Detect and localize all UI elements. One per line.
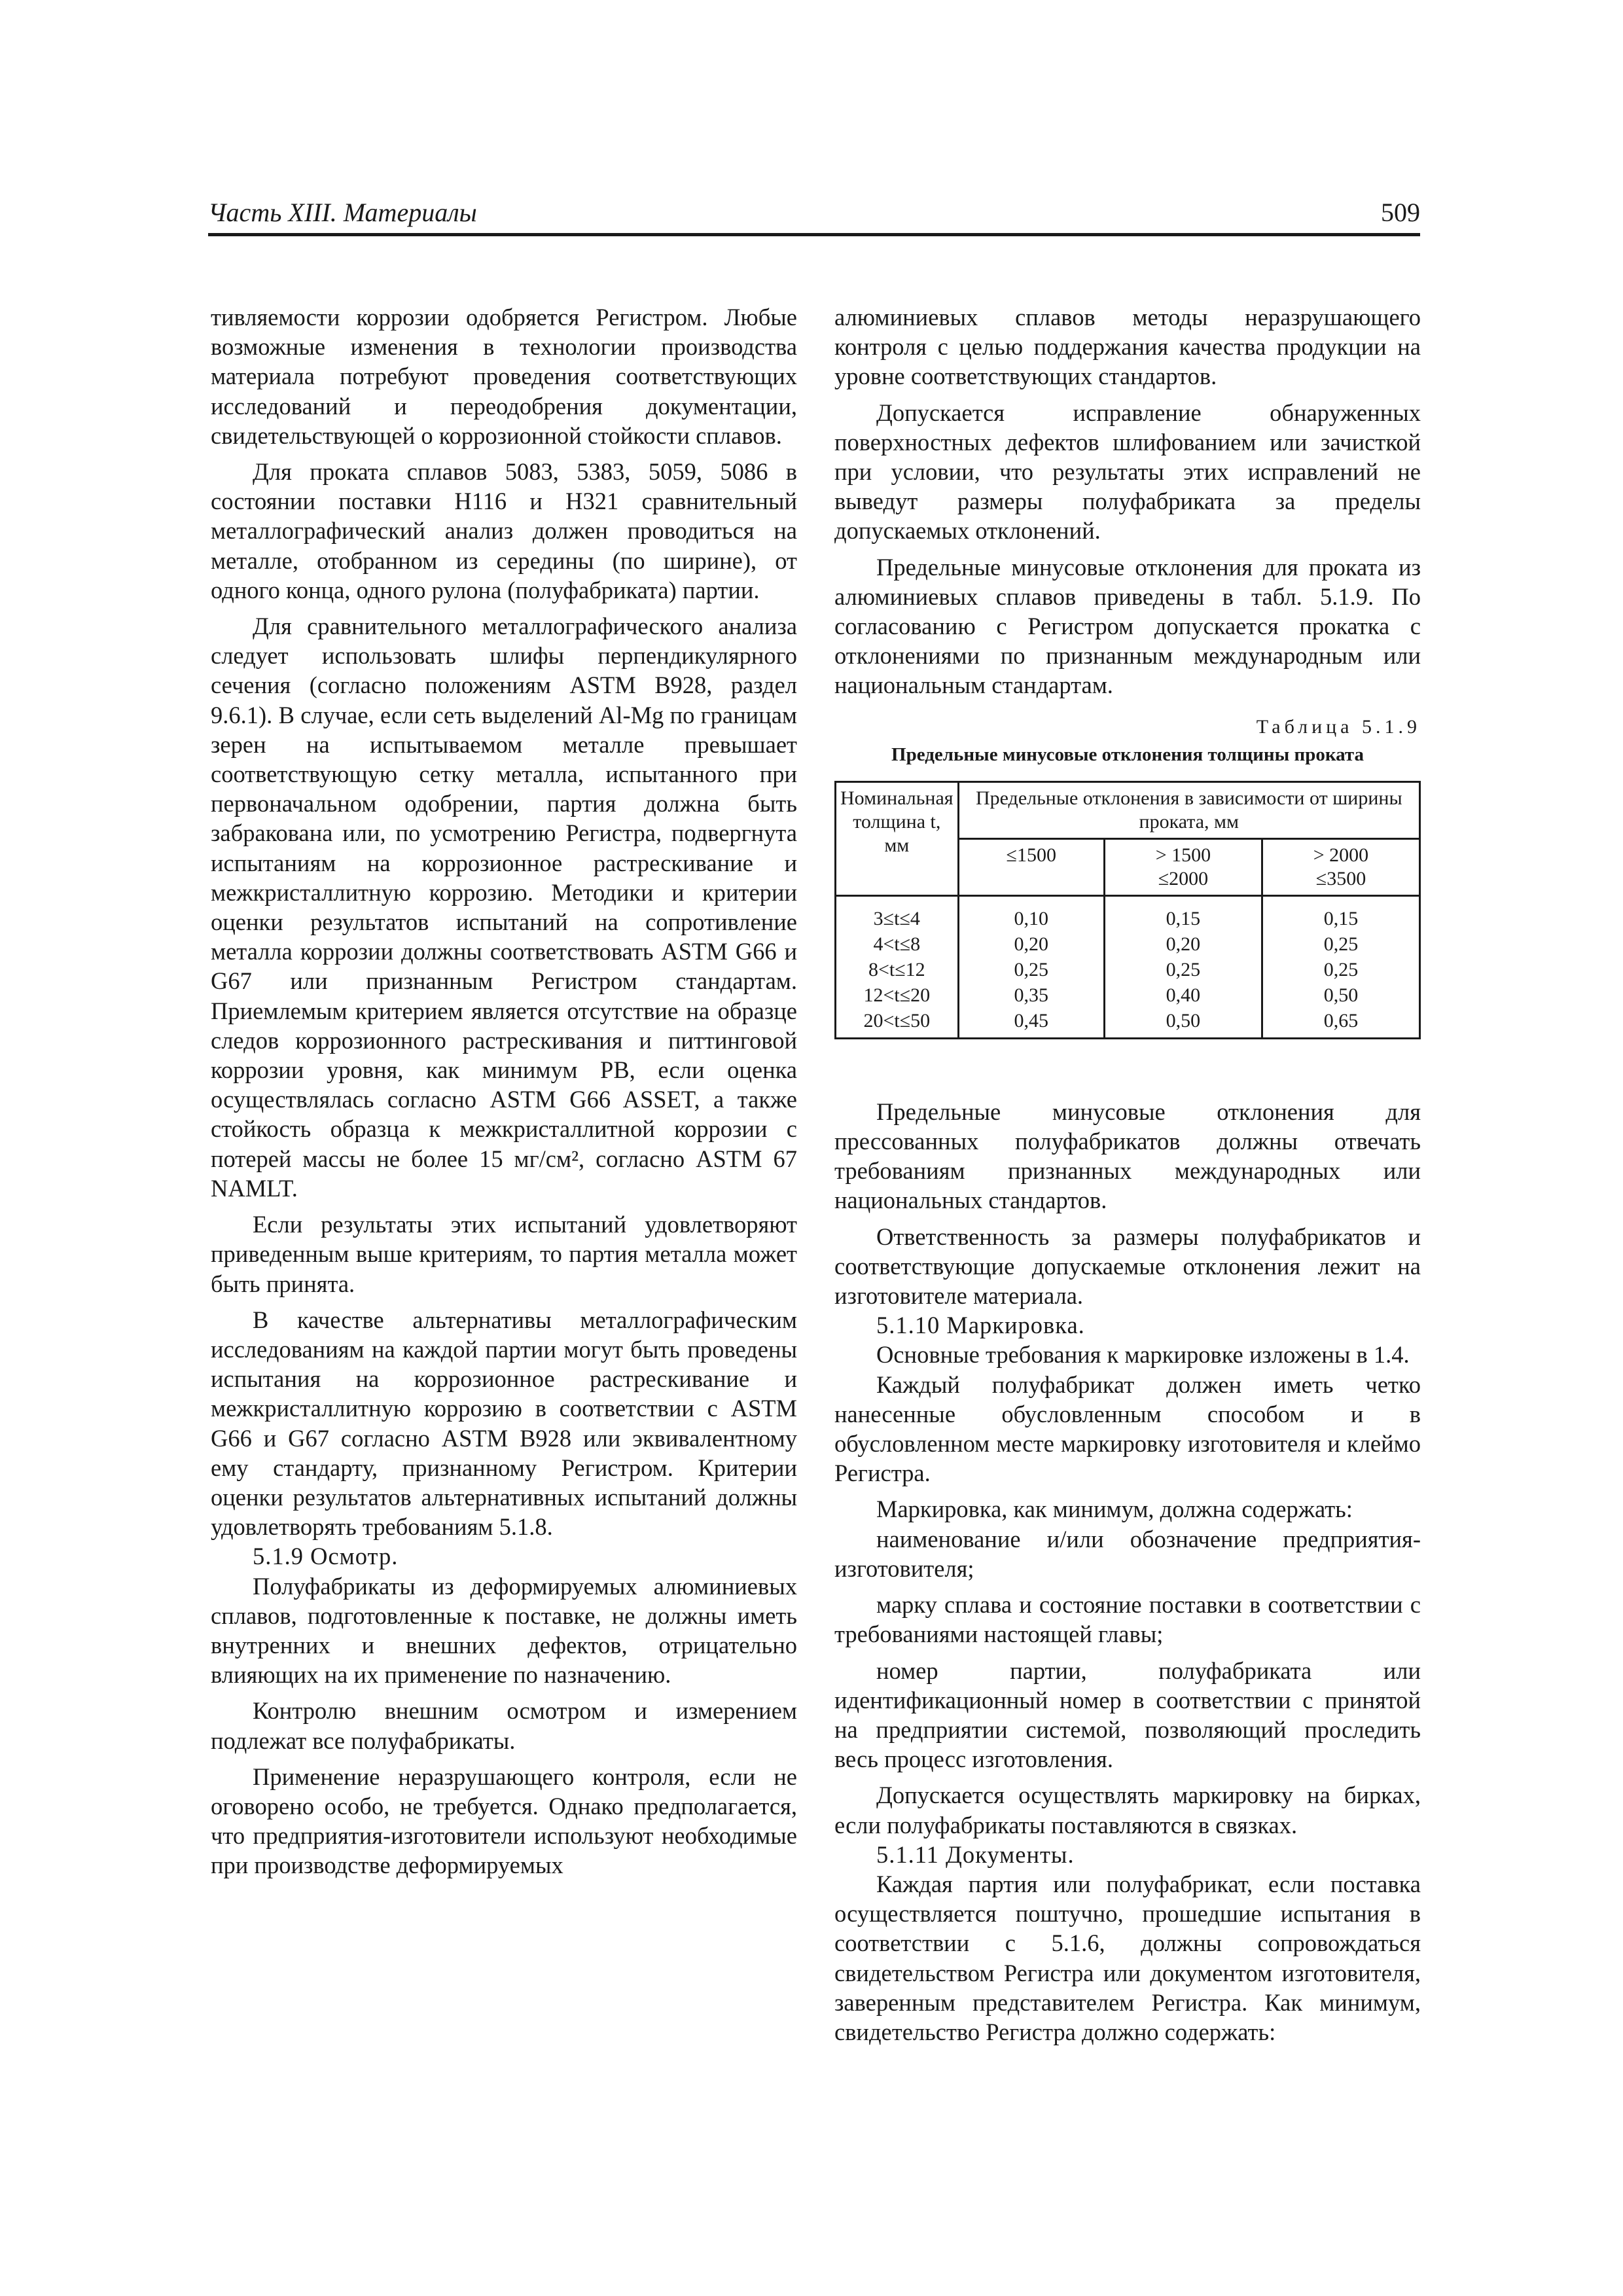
paragraph: Предельные минусовые отклонения для прессованных полуфабрикатов должны отвечать требованиям признанных международных или национальных стандартов. xyxy=(834,1098,1421,1214)
paragraph: Основные требования к маркировке изложены в 1.4. xyxy=(876,1341,1410,1369)
list-item: номер партии, полуфабриката или идентификационный номер в соответствии с принятой на предприятии системой, позволяющий проследить весь процесс изготовления. xyxy=(834,1657,1421,1773)
header-width-2000-line2: ≤2000 xyxy=(1158,867,1209,889)
table-cell: 0,45 xyxy=(1014,1009,1048,1031)
table-cell: 0,40 xyxy=(1166,984,1201,1006)
left-column xyxy=(211,302,797,1880)
paragraph: Допускается исправление обнаруженных поверхностных дефектов шлифованием или зачисткой при условии, что результаты этих исправлений не выведут размеры полуфабриката за пределы допускаемых отклонений. xyxy=(834,399,1421,545)
paragraph: Для проката сплавов 5083, 5383, 5059, 5086 в состоянии поставки H116 и H321 сравнительный металлографический анализ должен проводиться на металле, отобранном из середины (по ширине), от одного конца, одного рулона (полуфабриката) партии. xyxy=(211,458,797,603)
paragraph: Маркировка, как минимум, должна содержать: xyxy=(876,1496,1353,1523)
paragraph: Допускается осуществлять маркировку на бирках, если полуфабрикаты поставляются в связках. xyxy=(834,1782,1421,1839)
table-cell: 12<t≤20 xyxy=(863,984,931,1006)
paragraph: Для сравнительного металлографического анализа следует использовать шлифы перпендикулярного сечения (согласно положениям ASTM B928, раздел 9.6.1). В случае, если сеть выделений Al-Mg по границам зерен на испытываемом металле превышает соответствующую сетку металла, испытанного при первоначальном одобрении, партия должна быть забракована или, по усмотрению Регистра, подвергнута испытаниям на коррозионное растрескивание и межкристаллитную коррозию. Методики и критерии оценки результатов испытаний на сопротивление металла коррозии должны соответствовать ASTM G66 и G67 или признанным Регистром стандартам. Приемлемым критерием является отсутствие на образце следов коррозионного растрескивания и питтинговой коррозии уровня, как минимум PB, если оценка осуществлялась согласно ASTM G66 ASSET, а также стойкость образца к межкристаллитной коррозии с потерей массы не более 15 мг/см², согласно ASTM 67 NAMLT. xyxy=(211,613,797,1202)
width-3500-column xyxy=(1262,895,1419,1038)
deviation-table xyxy=(834,781,1421,1039)
header-width-1500: ≤1500 xyxy=(958,838,1104,895)
table-cell: 8<t≤12 xyxy=(868,958,925,980)
paragraph: Применение неразрушающего контроля, если не оговорено особо, не требуется. Однако предполагается, что предприятия-изготовители используют необходимые при производстве деформируемых xyxy=(211,1763,797,1879)
paragraph: Если результаты этих испытаний удовлетворяют приведенным выше критериям, то партия металла может быть принята. xyxy=(211,1211,797,1297)
table-cell: 0,15 xyxy=(1166,907,1201,929)
header-width-2000-line1: > 1500 xyxy=(1155,844,1211,866)
list-item: марку сплава и состояние поставки в соответствии с требованиями настоящей главы; xyxy=(834,1591,1421,1648)
header-deviation-group: Предельные отклонения в зависимости от ширины проката, мм xyxy=(958,781,1419,838)
paragraph: В качестве альтернативы металлографическим исследованиям на каждой партии могут быть проведены испытания на коррозионное растрескивание и межкристаллитную коррозию в соответствии с ASTM G66 и G67 согласно ASTM B928 или эквивалентному ему стандарту, признанному Регистром. Критерии оценки результатов альтернативных испытаний должны удовлетворять требованиям 5.1.8. xyxy=(211,1306,797,1541)
table-cell: 0,25 xyxy=(1014,958,1048,980)
table-cell: 0,10 xyxy=(1014,907,1048,929)
paragraph: Контролю внешним осмотром и измерением подлежат все полуфабрикаты. xyxy=(211,1697,797,1754)
table-cell: 0,15 xyxy=(1323,907,1359,929)
table-cell: 0,50 xyxy=(1323,984,1359,1006)
section-heading-5-1-11: 5.1.11 Документы. xyxy=(876,1840,1075,1868)
spacer xyxy=(834,1039,1421,1097)
table-title: Предельные минусовые отклонения толщины проката xyxy=(891,744,1364,765)
page-number: 509 xyxy=(1381,198,1420,227)
paragraph: тивляемости коррозии одобряется Регистром. Любые возможные изменения в технологии производства материала потребуют проведения соответствующих исследований и переодобрения документации, свидетельствующей о коррозионной стойкости сплавов. xyxy=(211,304,797,449)
header-width-1500-2000 xyxy=(1104,838,1262,895)
table-cell: 3≤t≤4 xyxy=(873,907,920,929)
section-heading-5-1-9: 5.1.9 Осмотр. xyxy=(253,1543,399,1570)
header-width-3500-line1: > 2000 xyxy=(1313,844,1369,866)
header-width-2000-3500 xyxy=(1262,838,1419,895)
table-cell: 0,35 xyxy=(1014,984,1048,1006)
table-cell: 0,25 xyxy=(1323,933,1359,955)
running-header xyxy=(208,194,1420,236)
paragraph: Каждый полуфабрикат должен иметь четко нанесенные обусловленным способом и в обусловленном месте маркировку изготовителя и клеймо Регистра. xyxy=(834,1371,1421,1487)
table-cell: 0,25 xyxy=(1323,958,1359,980)
section-heading-5-1-10: 5.1.10 Маркировка. xyxy=(876,1312,1085,1339)
table-cell: 0,50 xyxy=(1166,1009,1201,1031)
paragraph: Ответственность за размеры полуфабрикатов и соответствующие допускаемые отклонения лежит на изготовителе материала. xyxy=(834,1223,1421,1310)
table-cell: 4<t≤8 xyxy=(873,933,921,955)
table-cell: 0,20 xyxy=(1014,933,1048,955)
table-number: Таблица 5.1.9 xyxy=(1256,715,1421,738)
header-width-3500-line2: ≤3500 xyxy=(1315,867,1366,889)
right-column xyxy=(834,302,1421,2047)
paragraph: алюминиевых сплавов методы неразрушающего контроля с целью поддержания качества продукции на уровне соответствующих стандартов. xyxy=(834,304,1421,390)
paragraph: Каждая партия или полуфабрикат, если поставка осуществляется поштучно, прошедшие испытания в соответствии с 5.1.6, должны сопровождаться свидетельством Регистра или документом изготовителя, заверенным представителем Регистра. Как минимум, свидетельство Регистра должно содержать: xyxy=(834,1870,1421,2045)
table-cell: 0,25 xyxy=(1166,958,1201,980)
width-1500-column xyxy=(958,895,1104,1038)
width-2000-column xyxy=(1104,895,1262,1038)
paragraph: Полуфабрикаты из деформируемых алюминиевых сплавов, подготовленные к поставке, не должны иметь внутренних и внешних дефектов, отрицательно влияющих на их применение по назначению. xyxy=(211,1572,797,1689)
list-item: наименование и/или обозначение предприятия-изготовителя; xyxy=(834,1525,1421,1582)
paragraph: Предельные минусовые отклонения для проката из алюминиевых сплавов приведены в табл. 5.1.9. По согласованию с Регистром допускается прокатка с отклонениями по признанным международным или национальным стандартам. xyxy=(834,553,1421,699)
table-cell: 0,20 xyxy=(1166,933,1201,955)
thickness-column xyxy=(836,895,959,1038)
table-cell: 20<t≤50 xyxy=(863,1009,931,1031)
header-thickness: Номинальная толщина t, мм xyxy=(836,781,959,895)
table-cell: 0,65 xyxy=(1323,1009,1359,1031)
running-title: Часть XIII. Материалы xyxy=(208,198,477,227)
